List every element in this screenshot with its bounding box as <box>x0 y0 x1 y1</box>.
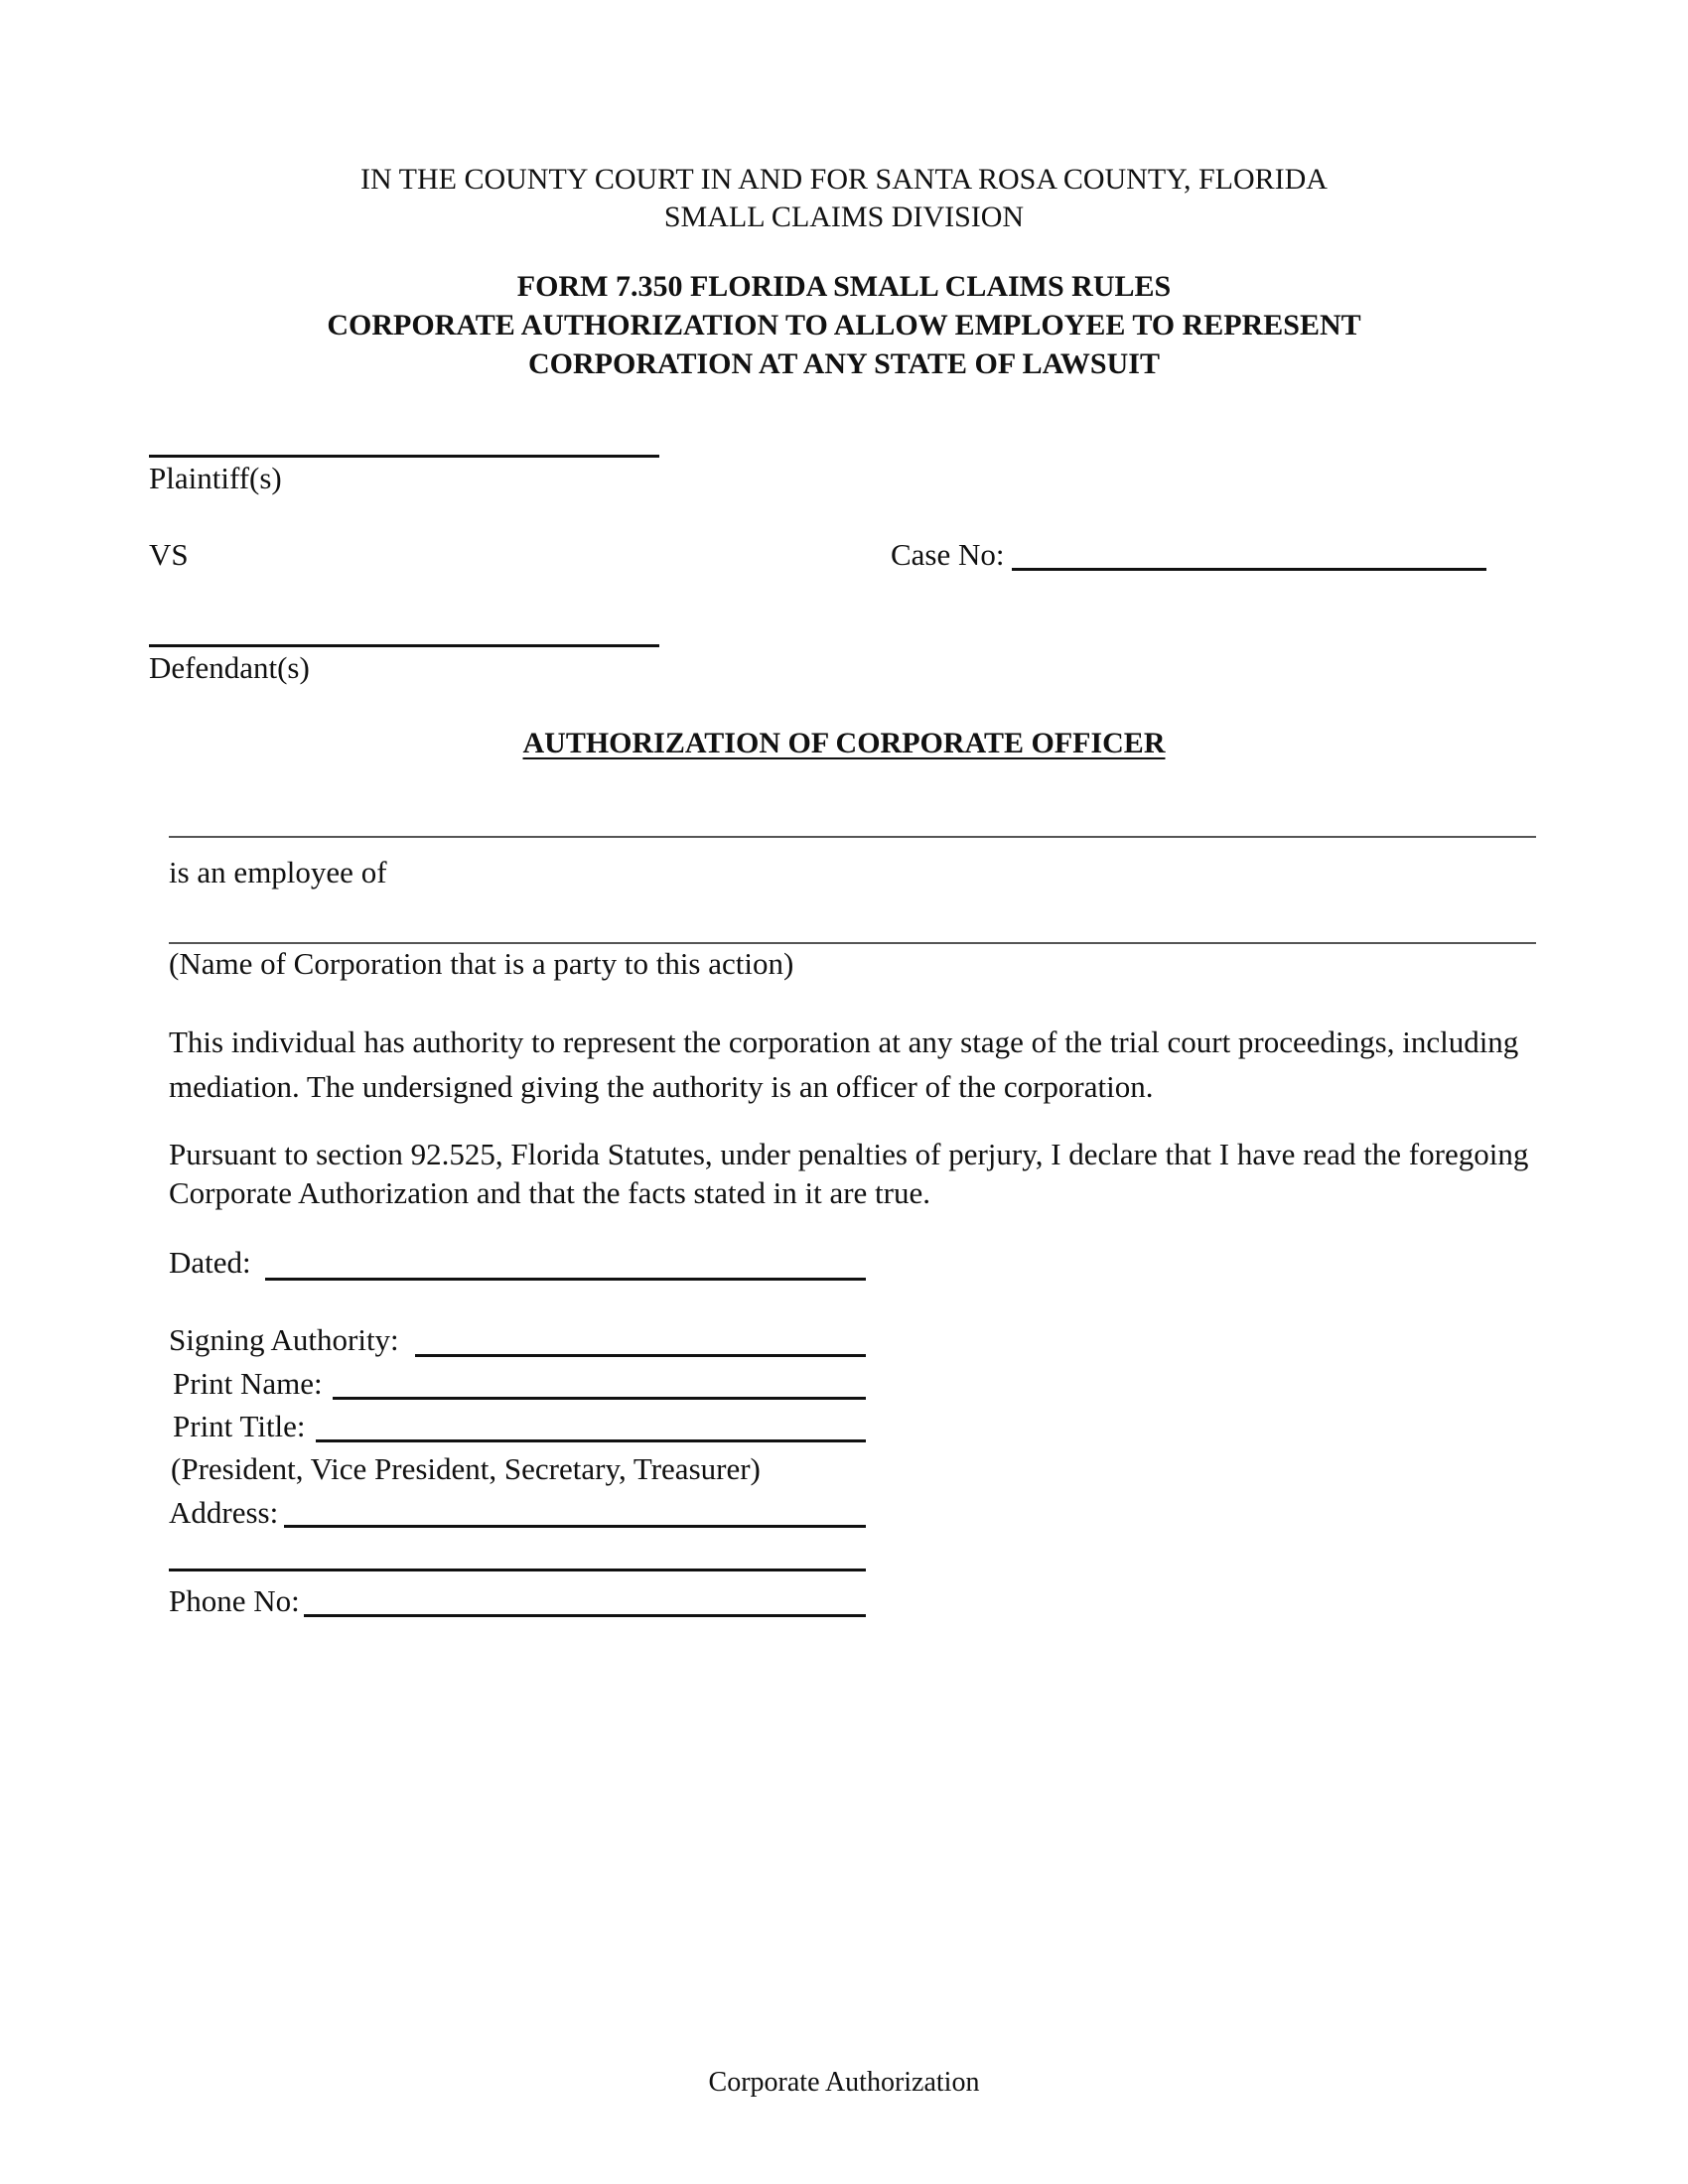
print-title-label: Print Title: <box>173 1409 306 1443</box>
case-number-line[interactable] <box>1012 568 1486 571</box>
address-label: Address: <box>169 1495 279 1530</box>
phone-line[interactable] <box>304 1614 866 1617</box>
employee-name-line[interactable] <box>169 836 1536 838</box>
address-line-2[interactable] <box>169 1569 866 1571</box>
defendant-name-line[interactable] <box>149 644 659 647</box>
print-name-line[interactable] <box>333 1397 866 1400</box>
form-title-line-3: CORPORATION AT ANY STATE OF LAWSUIT <box>528 347 1160 380</box>
signing-authority-line[interactable] <box>415 1354 866 1357</box>
plaintiff-label: Plaintiff(s) <box>149 461 282 495</box>
dated-label: Dated: <box>169 1245 251 1280</box>
print-name-label: Print Name: <box>173 1366 323 1401</box>
court-division: SMALL CLAIMS DIVISION <box>663 201 1025 233</box>
plaintiff-name-line[interactable] <box>149 455 659 458</box>
case-number-label: Case No: <box>891 537 1005 572</box>
dated-line[interactable] <box>265 1278 866 1281</box>
corporation-name-line[interactable] <box>169 942 1536 944</box>
authority-paragraph: This individual has authority to represent the corporation at any stage of the trial court proceedings, including mediation. The undersigned giving the authority is an officer of the corporation. <box>169 1024 1519 1104</box>
versus-label: VS <box>149 537 189 572</box>
form-number-title: FORM 7.350 FLORIDA SMALL CLAIMS RULES <box>516 270 1172 303</box>
print-title-line[interactable] <box>316 1439 866 1442</box>
section-heading <box>0 726 1688 761</box>
corporation-note: (Name of Corporation that is a party to this action) <box>169 946 794 981</box>
phone-label: Phone No: <box>169 1583 300 1618</box>
employee-of-text: is an employee of <box>169 855 387 889</box>
page-footer: Corporate Authorization <box>708 2067 980 2098</box>
defendant-label: Defendant(s) <box>149 650 310 685</box>
declaration-paragraph: Pursuant to section 92.525, Florida Statutes, under penalties of perjury, I declare that I have read the foregoing Corporate Authorization and that the facts stated in it are true. <box>169 1137 1529 1210</box>
signing-authority-label: Signing Authority: <box>169 1322 399 1357</box>
title-options-note: (President, Vice President, Secretary, Treasurer) <box>171 1451 761 1486</box>
section-heading-text: AUTHORIZATION OF CORPORATE OFFICER <box>522 727 1166 759</box>
form-title-line-2: CORPORATE AUTHORIZATION TO ALLOW EMPLOYEE TO REPRESENT <box>327 309 1361 341</box>
court-name: IN THE COUNTY COURT IN AND FOR SANTA ROSA COUNTY, FLORIDA <box>360 163 1328 196</box>
address-line-1[interactable] <box>284 1525 866 1528</box>
